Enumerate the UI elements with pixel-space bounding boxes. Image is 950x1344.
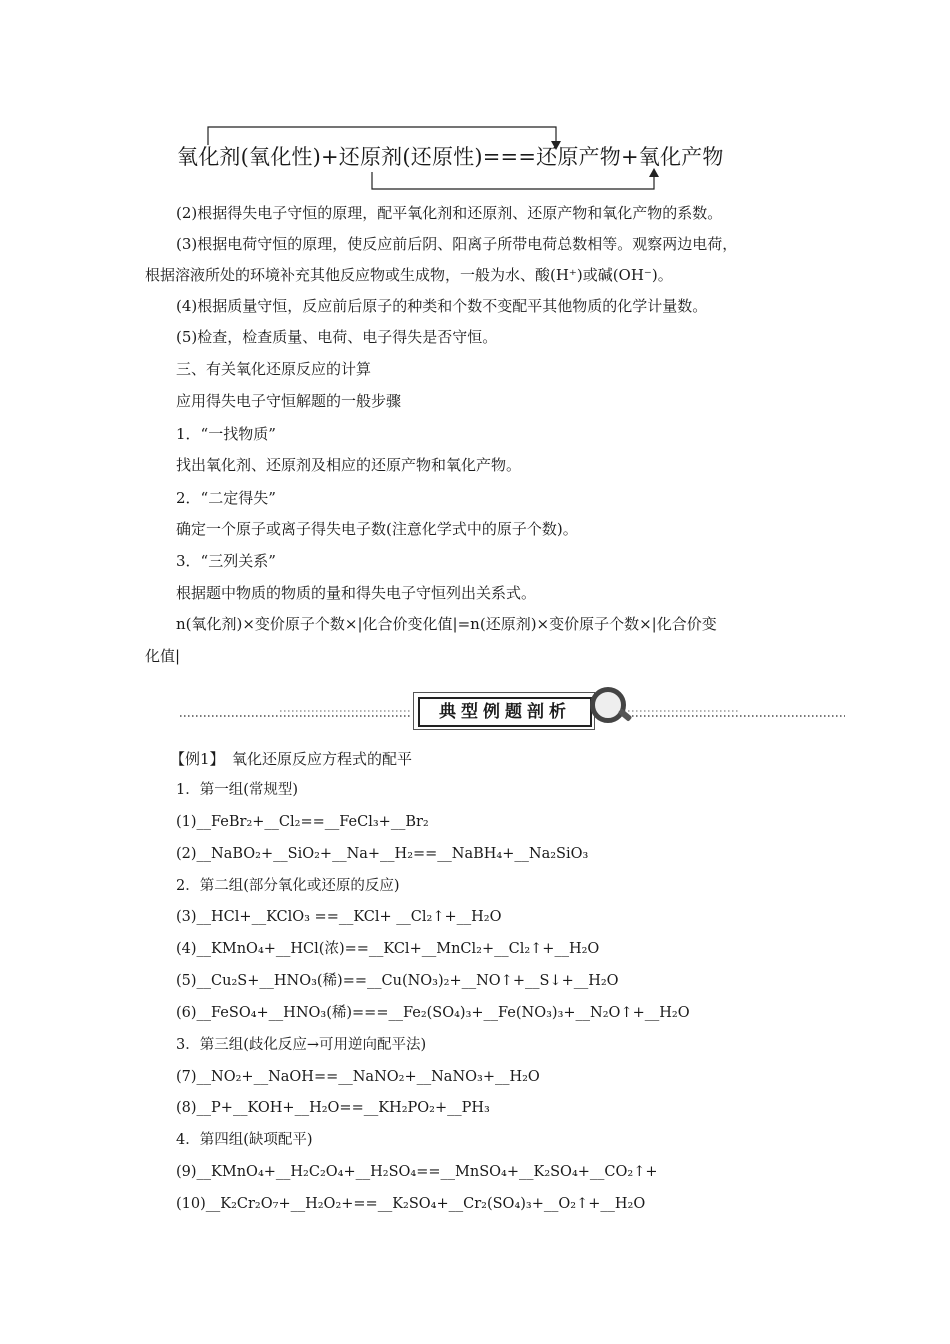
step-2-text: (2)根据得失电子守恒的原理，配平氧化剂和还原剂、还原产物和氧化产物的系数。: [176, 204, 723, 222]
banner-title: 典型例题剖析: [418, 697, 592, 727]
bottom-arrow-line: [372, 172, 654, 189]
step2-text: 确定一个原子或离子得失电子数(注意化学式中的原子个数)。: [176, 520, 578, 538]
formula-line-b: 化值|: [145, 647, 181, 665]
equation-3: (3)__HCl+__KClO₃ ==__KCl+ __Cl₂↑+__H₂O: [176, 909, 502, 925]
equation-10: (10)__K₂Cr₂O₇+__H₂O₂+==__K₂SO₄+__Cr₂(SO₄)₃+__O₂↑+__H₂O: [176, 1196, 646, 1212]
step-3-text-b: 根据溶液所处的环境补充其他反应物或生成物，一般为水、酸(H⁺)或碱(OH⁻)。: [145, 266, 673, 284]
formula-line-a: n(氧化剂)×变价原子个数×|化合价变化值|=n(还原剂)×变价原子个数×|化合价变: [176, 615, 717, 633]
group-2-title: 2．第二组(部分氧化或还原的反应): [176, 878, 400, 894]
equation-4: (4)__KMnO₄+__HCl(浓)==__KCl+__MnCl₂+__Cl₂↑+__H₂O: [176, 941, 600, 957]
equation-8: (8)__P+__KOH+__H₂O==__KH₂PO₂+__PH₃: [176, 1100, 490, 1116]
step3-title: 3．“三列关系”: [176, 552, 276, 570]
step-5-text: (5)检查，检查质量、电荷、电子得失是否守恒。: [176, 328, 498, 346]
group-1-title: 1．第一组(常规型): [176, 782, 299, 798]
group-4-title: 4．第四组(缺项配平): [176, 1132, 313, 1148]
equation-6: (6)__FeSO₄+__HNO₃(稀)===__Fe₂(SO₄)₃+__Fe(NO₃)₃+__N₂O↑+__H₂O: [176, 1005, 690, 1021]
equation-2: (2)__NaBO₂+__SiO₂+__Na+__H₂==__NaBH₄+__Na₂SiO₃: [176, 846, 589, 862]
redox-equation: 氧化剂(氧化性)+还原剂(还原性)===还原产物+氧化产物: [177, 145, 724, 169]
section-heading: 三、有关氧化还原反应的计算: [176, 360, 372, 378]
example-title: 【例1】 氧化还原反应方程式的配平: [170, 750, 413, 768]
step-4-text: (4)根据质量守恒，反应前后原子的种类和个数不变配平其他物质的化学计量数。: [176, 297, 708, 315]
section-banner: [180, 685, 845, 735]
equation-5: (5)__Cu₂S+__HNO₃(稀)==__Cu(NO₃)₂+__NO↑+__S↓+__H₂O: [176, 973, 619, 989]
step1-text: 找出氧化剂、还原剂及相应的还原产物和氧化产物。: [176, 456, 522, 474]
equation-9: (9)__KMnO₄+__H₂C₂O₄+__H₂SO₄==__MnSO₄+__K₂SO₄+__CO₂↑+: [176, 1164, 658, 1180]
step3-text: 根据题中物质的物质的量和得失电子守恒列出关系式。: [176, 584, 537, 602]
group-3-title: 3．第三组(歧化反应→可用逆向配平法): [176, 1037, 427, 1053]
equation-1: (1)__FeBr₂+__Cl₂==__FeCl₃+__Br₂: [176, 814, 429, 830]
equation-7: (7)__NO₂+__NaOH==__NaNO₂+__NaNO₃+__H₂O: [176, 1069, 540, 1085]
section-intro: 应用得失电子守恒解题的一般步骤: [176, 392, 402, 410]
magnifier-icon: [590, 687, 626, 723]
step1-title: 1．“一找物质”: [176, 425, 276, 443]
step-3-text-a: (3)根据电荷守恒的原理，使反应前后阴、阳离子所带电荷总数相等。观察两边电荷，: [176, 235, 738, 253]
step2-title: 2．“二定得失”: [176, 489, 276, 507]
